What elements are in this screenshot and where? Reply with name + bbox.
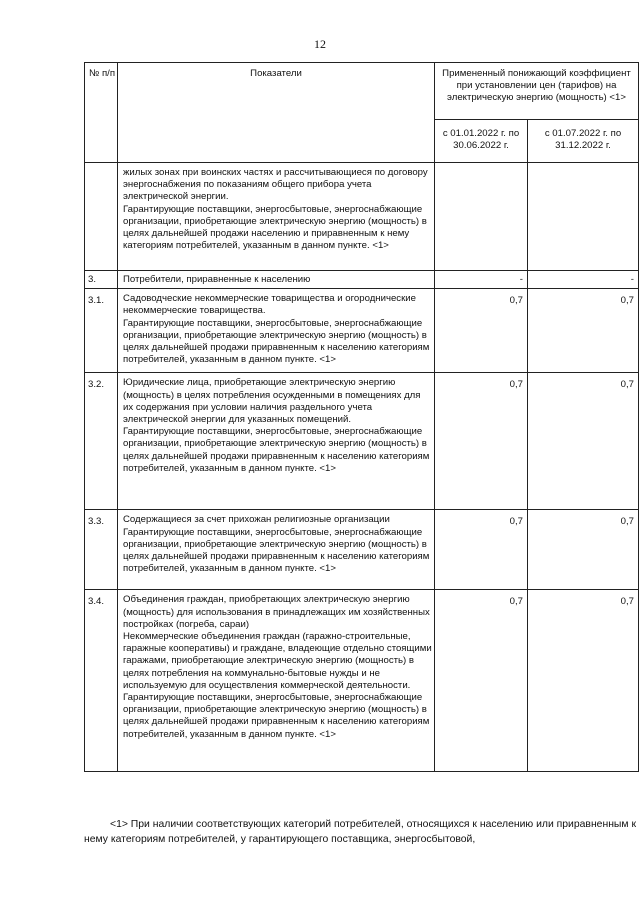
row-value-period-1: 0,7: [435, 590, 528, 772]
header-num: № п/п: [85, 63, 118, 163]
row-value-period-2: 0,7: [528, 590, 639, 772]
footnote: <1> При наличии соответствующих категорий потребителей, относящихся к населению или приравненным к нему категориям потребителей, у гарантирующего поставщика, энергосбытовой,: [84, 819, 636, 845]
row-number: 3.3.: [85, 510, 118, 590]
row-number: 3.2.: [85, 373, 118, 510]
row-indicator-text: Объединения граждан, приобретающих электрическую энергию (мощность) для использования в принадлежащих им хозяйственных постройках (погреба, сараи) Некоммерческие объединения граждан (гаражно-строительные, гаражные кооперативы) и граждане, владеющие отдельно стоящими гаражами, приобретающие электрическую энергию (мощность) в целях потребления на коммунально-бытовые нужды и не используемую для осуществления коммерческой деятельности. Гарантирующие поставщики, энергосбытовые, энергоснабжающие организации, приобретающие электрическую энергию (мощность) в целях дальнейшей продажи приравненным к населению категориям потребителей, указанным в данном пункте. <1>: [118, 590, 435, 772]
row-value-period-2: -: [528, 271, 639, 289]
row-value-period-1: [435, 163, 528, 271]
header-period-2: с 01.07.2022 г. по 31.12.2022 г.: [528, 120, 639, 163]
header-indicators: Показатели: [118, 63, 435, 163]
row-number: [85, 163, 118, 271]
row-value-period-1: 0,7: [435, 373, 528, 510]
row-value-period-1: 0,7: [435, 289, 528, 373]
table-row: [85, 373, 639, 510]
row-value-period-2: 0,7: [528, 373, 639, 510]
row-value-period-1: -: [435, 271, 528, 289]
table-row: [85, 271, 639, 289]
row-value-period-2: 0,7: [528, 289, 639, 373]
row-indicator-text: жилых зонах при воинских частях и рассчитывающиеся по договору энергоснабжения по показаниям общего прибора учета электрической энергии. Гарантирующие поставщики, энергосбытовые, энергоснабжающие организации, приобретающие электрическую энергию (мощность) в целях дальнейшей продажи населению и приравненным к нему категориям потребителей, указанным в данном пункте. <1>: [118, 163, 435, 271]
header-period-1: с 01.01.2022 г. по 30.06.2022 г.: [435, 120, 528, 163]
table-row: [85, 289, 639, 373]
table-header-row: [85, 63, 639, 120]
page-number: 12: [314, 37, 326, 51]
row-value-period-2: 0,7: [528, 510, 639, 590]
table-row: [85, 163, 639, 271]
tariff-table: [84, 62, 639, 772]
row-number: 3.: [85, 271, 118, 289]
row-indicator-text: Содержащиеся за счет прихожан религиозные организации Гарантирующие поставщики, энергосбытовые, энергоснабжающие организации, приобретающие электрическую энергию (мощность) в целях дальнейшей продажи приравненным к населению категориям потребителей, указанным в данном пункте. <1>: [118, 510, 435, 590]
table-row: [85, 590, 639, 772]
row-number: 3.1.: [85, 289, 118, 373]
row-value-period-2: [528, 163, 639, 271]
table-row: [85, 510, 639, 590]
row-number: 3.4.: [85, 590, 118, 772]
header-coefficient: Примененный понижающий коэффициент при установлении цен (тарифов) на электрическую энергию (мощность) <1>: [435, 63, 639, 120]
row-indicator-text: Садоводческие некоммерческие товарищества и огороднические некоммерческие товарищества. Гарантирующие поставщики, энергосбытовые, энергоснабжающие организации, приобретающие электрическую энергию (мощность) в целях дальнейшей продажи приравненным к населению категориям потребителей, указанным в данном пункте. <1>: [118, 289, 435, 373]
row-value-period-1: 0,7: [435, 510, 528, 590]
row-indicator-text: Юридические лица, приобретающие электрическую энергию (мощность) в целях потребления осужденными в помещениях для их содержания при условии наличия раздельного учета электрической энергии для указанных помещений. Гарантирующие поставщики, энергосбытовые, энергоснабжающие организации, приобретающие электрическую энергию (мощность) в целях дальнейшей продажи приравненным к населению категориям потребителей, указанным в данном пункте. <1>: [118, 373, 435, 510]
row-indicator-text: Потребители, приравненные к населению: [118, 271, 435, 289]
